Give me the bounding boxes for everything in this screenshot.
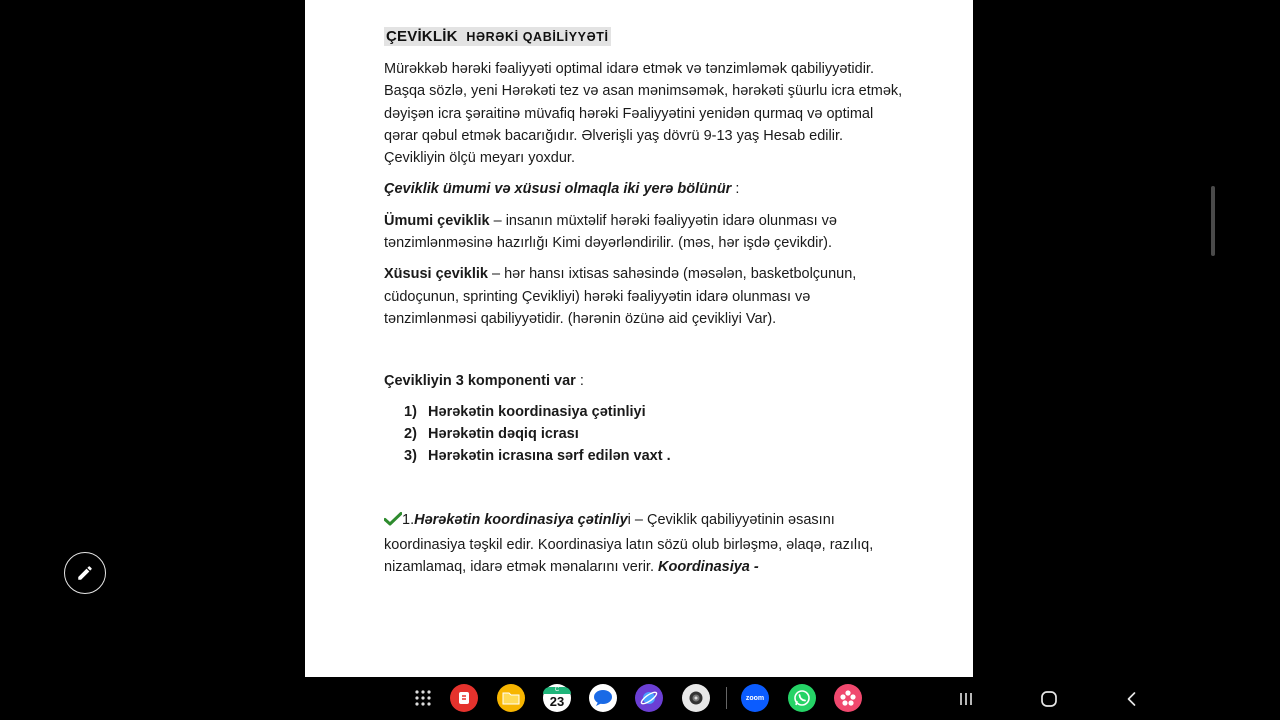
calendar-weekday: C bbox=[543, 687, 571, 694]
intro-paragraph: Mürəkkəb hərəki fəaliyyəti optimal idarə etmək və tənzimləmək qabiliyyətidir. Başqa sözlə, yeni Hərəkəti tez və asan mənimsəmək, hərəkəti şüurlu icra etmək, dəyişən icra şəraitinə müvafiq hərəki Fəaliyyətini yenidən qurmaq və optimal qərar qəbul etmək bacarığıdır. Əlverişli yaş dövrü 9-13 yaş Hesab edilir. Çevikliyin ölçü meyarı yoxdur. bbox=[384, 61, 903, 167]
special-agility-paragraph bbox=[384, 263, 904, 330]
list-item bbox=[404, 423, 904, 445]
notes-app-button[interactable] bbox=[450, 684, 478, 712]
list-item-number: 2) bbox=[404, 425, 417, 442]
notes-icon bbox=[456, 690, 472, 706]
recent-apps-button[interactable] bbox=[952, 685, 980, 713]
planet-icon bbox=[640, 689, 658, 707]
grid-icon bbox=[414, 689, 432, 707]
browser-app-button[interactable] bbox=[635, 684, 663, 712]
app-drawer-button[interactable] bbox=[409, 684, 437, 712]
home-button[interactable] bbox=[1035, 685, 1063, 713]
chat-bubble-icon bbox=[593, 689, 613, 707]
spacer bbox=[384, 339, 904, 370]
whatsapp-app-button[interactable] bbox=[788, 684, 816, 712]
components-list bbox=[384, 401, 904, 468]
components-heading: Çevikliyin 3 komponenti var bbox=[384, 373, 576, 390]
division-paragraph bbox=[384, 178, 904, 200]
zoom-label: zoom bbox=[745, 694, 765, 702]
back-button[interactable] bbox=[1118, 685, 1146, 713]
coordination-term-tail: i bbox=[627, 512, 631, 529]
coordination-paragraph bbox=[384, 509, 904, 578]
taskbar bbox=[0, 677, 1280, 720]
coordination-text: – Çeviklik qabiliyyətinin əsasını koordinasiya təşkil edir. Koordinasiya latın sözü olub birləşmə, əlaqə, razılıq, nizamlamaq, idarə etmək mənalarını verir. bbox=[384, 512, 874, 576]
general-agility-paragraph bbox=[384, 210, 904, 255]
coordination-number: 1. bbox=[402, 512, 415, 529]
components-colon: : bbox=[575, 373, 584, 390]
document-page[interactable] bbox=[305, 0, 973, 677]
list-item bbox=[404, 401, 904, 423]
coordination-end: Koordinasiya - bbox=[658, 559, 759, 576]
general-agility-text: – insanın müxtəlif hərəki fəaliyyətin idarə olunması və tənzimlənməsinə hazırlığı Kimi dəyərləndirilir. (məs, hər işdə çevikdir). bbox=[384, 212, 837, 252]
special-agility-term: Xüsusi çeviklik bbox=[384, 266, 488, 283]
list-item-text: Hərəkətin koordinasiya çətinliyi bbox=[428, 403, 646, 420]
folder-icon bbox=[502, 690, 520, 706]
edit-button[interactable] bbox=[64, 552, 106, 594]
camera-app-button[interactable] bbox=[682, 684, 710, 712]
title-part-2: HƏRƏKİ QABİLİYYƏTİ bbox=[466, 30, 609, 44]
pencil-icon bbox=[76, 564, 94, 582]
checkmark-icon bbox=[384, 511, 402, 533]
title-part-1: ÇEVİKLİK bbox=[386, 28, 458, 45]
files-app-button[interactable] bbox=[497, 684, 525, 712]
spacer bbox=[384, 467, 904, 509]
division-heading: Çeviklik ümumi və xüsusi olmaqla iki yerə bölünür bbox=[384, 181, 732, 198]
list-item-number: 1) bbox=[404, 403, 417, 420]
taskbar-divider bbox=[726, 687, 727, 709]
general-agility-term: Ümumi çeviklik bbox=[384, 212, 490, 229]
camera-icon bbox=[687, 689, 705, 707]
division-colon: : bbox=[731, 181, 740, 198]
scrollbar-thumb[interactable] bbox=[1211, 186, 1215, 256]
zoom-app-button[interactable] bbox=[741, 684, 769, 712]
calendar-day: 23 bbox=[549, 694, 565, 709]
list-item bbox=[404, 445, 904, 467]
flower-icon bbox=[839, 689, 857, 707]
home-icon bbox=[1040, 690, 1058, 708]
list-item-text: Hərəkətin dəqiq icrası bbox=[428, 425, 579, 442]
messages-app-button[interactable] bbox=[589, 684, 617, 712]
components-heading-line bbox=[384, 370, 904, 392]
whatsapp-icon bbox=[793, 689, 811, 707]
list-item-number: 3) bbox=[404, 448, 417, 465]
document-title bbox=[384, 27, 611, 46]
coordination-term: Hərəkətin koordinasiya çətinliy bbox=[414, 512, 628, 529]
list-item-text: Hərəkətin icrasına sərf edilən vaxt . bbox=[428, 448, 671, 465]
recent-apps-icon bbox=[958, 691, 974, 707]
calendar-app-button[interactable] bbox=[543, 684, 571, 712]
document-content bbox=[384, 27, 904, 587]
back-icon bbox=[1124, 691, 1140, 707]
gallery-app-button[interactable] bbox=[834, 684, 862, 712]
special-agility-text: – hər hansı ixtisas sahəsində (məsələn, basketbolçunun, cüdoçunun, sprinting Çevikliyi) hərəki fəaliyyətin idarə olunması və tənzimlənməsi qabiliyyətidir. (hərənin özünə aid çevikliyi Var). bbox=[384, 266, 857, 327]
